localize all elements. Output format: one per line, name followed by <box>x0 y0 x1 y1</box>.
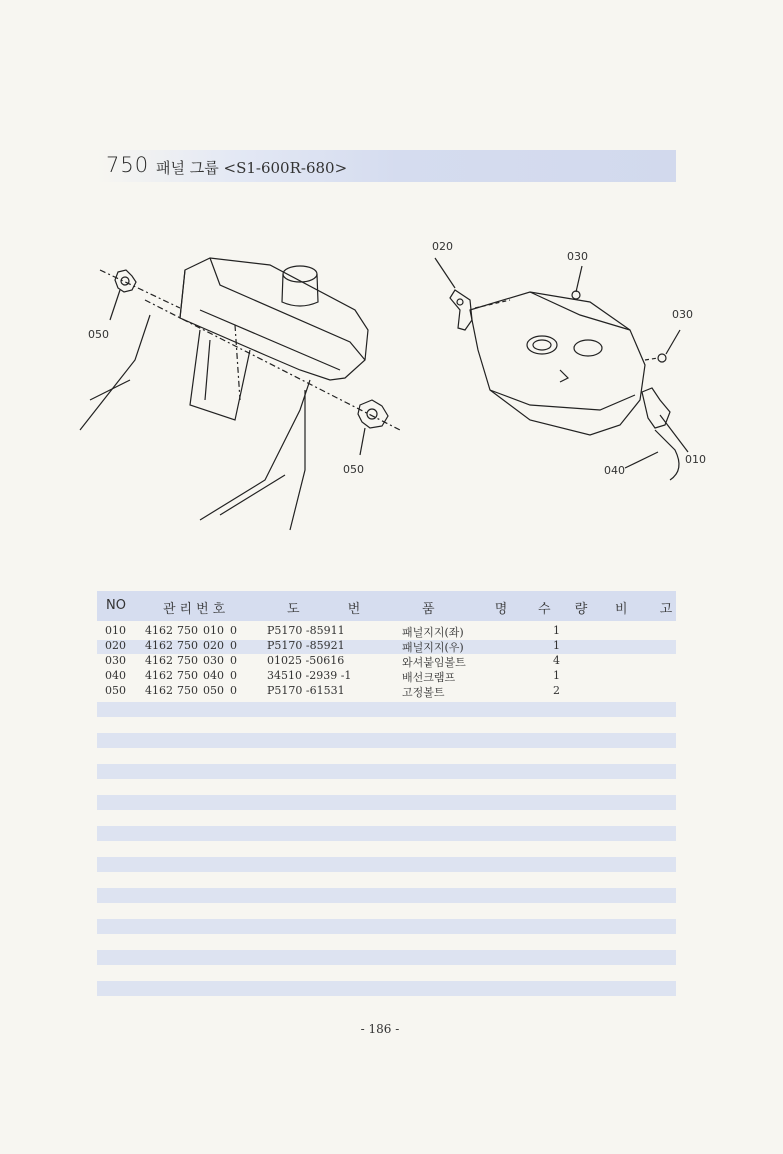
cell-mgmt-a: 4162 <box>145 654 173 667</box>
cell-drawing: P5170 -85921 <box>267 639 345 652</box>
cell-no: 020 <box>105 639 126 652</box>
empty-row-stripe <box>97 702 676 717</box>
cell-mgmt-b: 750 <box>177 624 198 637</box>
callout-030-top: 030 <box>567 250 588 263</box>
wiring-clamp <box>655 430 679 480</box>
cell-name: 패널지지(좌) <box>402 626 464 639</box>
fixing-bolt-knob-upper <box>115 270 136 292</box>
cell-no: 010 <box>105 624 126 637</box>
panel-support-left <box>450 290 472 330</box>
callout-020: 020 <box>432 240 453 253</box>
table-row <box>97 654 676 668</box>
cell-mgmt-c: 010 <box>203 624 224 637</box>
header-remarks: 비 고 <box>615 602 687 617</box>
cell-mgmt-a: 4162 <box>145 669 173 682</box>
cell-mgmt-b: 750 <box>177 639 198 652</box>
cell-qty: 4 <box>553 654 560 667</box>
cell-name: 고정볼트 <box>402 686 445 699</box>
section-title: 패널 그룹 <S1-600R-680> <box>156 159 348 177</box>
cell-mgmt-c: 020 <box>203 639 224 652</box>
callout-010: 010 <box>685 453 706 466</box>
washer-bolt-right <box>658 354 666 362</box>
cell-name: 배선크램프 <box>402 671 456 684</box>
empty-row-stripe <box>97 857 676 872</box>
cell-mgmt-b: 750 <box>177 654 198 667</box>
cell-no: 050 <box>105 684 126 697</box>
callout-030-right: 030 <box>672 308 693 321</box>
callout-050-lower: 050 <box>343 463 364 476</box>
cell-drawing: P5170 -61531 <box>267 684 345 697</box>
cell-drawing: P5170 -85911 <box>267 624 345 637</box>
fixing-bolt-knob-lower <box>358 400 388 428</box>
cell-mgmt-c: 050 <box>203 684 224 697</box>
page-number: - 186 - <box>360 1022 400 1036</box>
cell-mgmt-b: 750 <box>177 669 198 682</box>
empty-row-stripe <box>97 795 676 810</box>
parts-diagram <box>60 230 720 540</box>
cell-name: 와셔붙임볼트 <box>402 656 466 669</box>
cell-mgmt-b: 750 <box>177 684 198 697</box>
cell-mgmt-a: 4162 <box>145 624 173 637</box>
table-row <box>97 684 676 698</box>
cell-no: 040 <box>105 669 126 682</box>
cell-qty: 1 <box>553 624 560 637</box>
callout-040: 040 <box>604 464 625 477</box>
cell-mgmt-a: 4162 <box>145 684 173 697</box>
cell-qty: 1 <box>553 639 560 652</box>
right-panel-outline <box>470 292 645 435</box>
empty-row-stripe <box>97 733 676 748</box>
cell-mgmt-d: 0 <box>230 654 237 667</box>
cell-drawing: 34510 -2939 -1 <box>267 669 352 682</box>
header-part-name: 품 명 <box>422 602 536 617</box>
empty-row-stripe <box>97 919 676 934</box>
empty-row-stripe <box>97 888 676 903</box>
cell-name: 패널지지(우) <box>402 641 464 654</box>
cell-mgmt-d: 0 <box>230 684 237 697</box>
cell-no: 030 <box>105 654 126 667</box>
washer-bolt-top <box>572 291 580 299</box>
cell-drawing: 01025 -50616 <box>267 654 345 667</box>
section-number: 750 <box>106 153 150 177</box>
cell-mgmt-d: 0 <box>230 669 237 682</box>
cell-mgmt-a: 4162 <box>145 639 173 652</box>
empty-row-stripe <box>97 950 676 965</box>
empty-row-stripe <box>97 764 676 779</box>
table-row <box>97 624 676 638</box>
empty-row-stripe <box>97 826 676 841</box>
cell-mgmt-d: 0 <box>230 639 237 652</box>
cell-mgmt-d: 0 <box>230 624 237 637</box>
cell-mgmt-c: 040 <box>203 669 224 682</box>
header-quantity: 수 량 <box>538 602 598 617</box>
header-management-no: 관리번호 <box>163 602 230 617</box>
table-row <box>97 669 676 683</box>
callout-050-upper: 050 <box>88 328 109 341</box>
cell-qty: 1 <box>553 669 560 682</box>
cell-mgmt-c: 030 <box>203 654 224 667</box>
header-no: NO <box>106 598 126 613</box>
header-drawing-no: 도 번 <box>287 602 383 617</box>
empty-row-stripe <box>97 981 676 996</box>
cell-qty: 2 <box>553 684 560 697</box>
table-row <box>97 639 676 653</box>
